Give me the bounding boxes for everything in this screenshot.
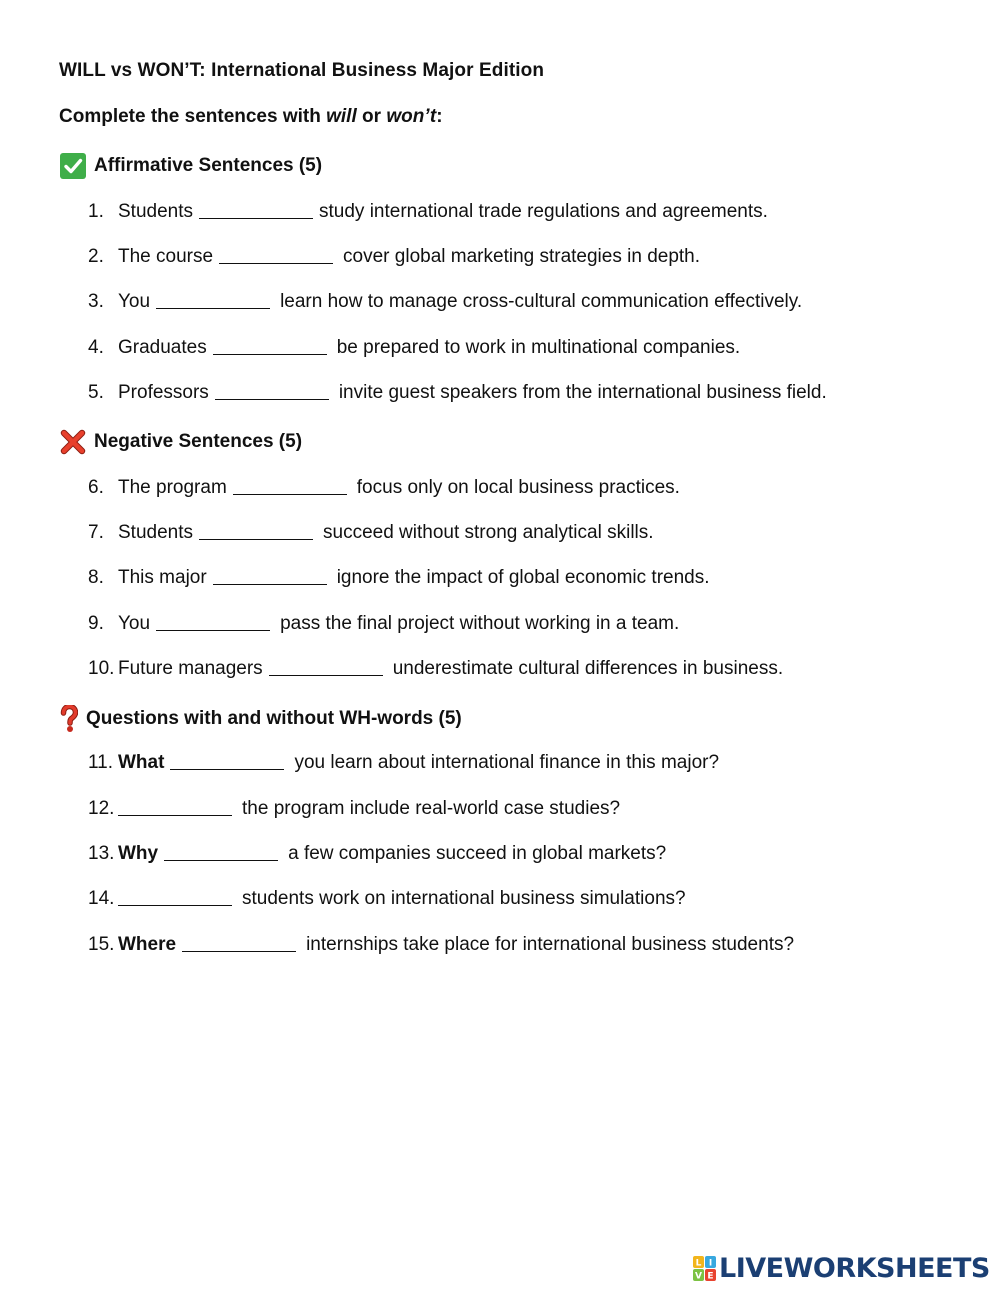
list-item (88, 201, 768, 223)
answer-blank[interactable] (233, 493, 347, 495)
item-rest: you learn about international finance in this major? (294, 752, 720, 773)
list-item (88, 613, 679, 635)
answer-blank[interactable] (213, 353, 327, 355)
item-subject: You (118, 613, 151, 634)
list-item (88, 752, 719, 774)
item-rest: students work on international business simulations? (242, 888, 686, 909)
list-item (88, 567, 710, 589)
item-rest: ignore the impact of global economic trends. (336, 567, 710, 588)
list-item (88, 246, 700, 268)
item-number: 6. (88, 477, 104, 498)
item-rest: succeed without strong analytical skills. (323, 522, 654, 543)
list-item (88, 843, 666, 865)
logo-text: LIVEWORKSHEETS (719, 1253, 990, 1284)
red-question-mark-icon (60, 705, 78, 733)
item-number: 14. (88, 888, 115, 909)
list-item (88, 934, 794, 956)
item-number: 11. (88, 752, 114, 773)
item-rest: underestimate cultural differences in business. (392, 658, 784, 679)
item-number: 13. (88, 843, 115, 864)
list-item (88, 522, 654, 544)
svg-text:E: E (707, 1271, 714, 1281)
list-item (88, 658, 783, 680)
item-number: 3. (88, 291, 104, 312)
section-heading-label: Negative Sentences (5) (94, 431, 303, 452)
item-rest: cover global marketing strategies in depth. (343, 246, 701, 267)
list-item (88, 337, 740, 359)
item-subject: The course (118, 246, 214, 267)
item-subject: This major (118, 567, 207, 588)
answer-blank[interactable] (215, 398, 329, 400)
item-rest: a few companies succeed in global markets? (288, 843, 667, 864)
item-subject: Students (118, 201, 193, 222)
item-number: 15. (88, 934, 115, 955)
item-subject: Graduates (118, 337, 207, 358)
answer-blank[interactable] (213, 583, 327, 585)
item-subject: Professors (118, 382, 209, 403)
item-number: 2. (88, 246, 104, 267)
list-item (88, 888, 686, 910)
item-rest: the program include real-world case studies? (242, 798, 621, 819)
answer-blank[interactable] (199, 217, 313, 219)
item-rest: be prepared to work in multinational companies. (336, 337, 741, 358)
item-number: 10. (88, 658, 115, 679)
item-number: 9. (88, 613, 104, 634)
instructions-middle: or (356, 106, 387, 127)
red-x-icon (60, 429, 86, 455)
item-rest: study international trade regulations and agreements. (319, 201, 768, 222)
section-heading-label: Questions with and without WH-words (5) (86, 708, 462, 729)
instructions (59, 106, 443, 128)
item-number: 4. (88, 337, 104, 358)
answer-blank[interactable] (219, 262, 333, 264)
answer-blank[interactable] (156, 307, 270, 309)
section-heading-questions (60, 705, 462, 733)
item-subject: Future managers (118, 658, 263, 679)
list-item (88, 382, 827, 404)
item-number: 7. (88, 522, 104, 543)
item-number: 8. (88, 567, 104, 588)
answer-blank[interactable] (118, 814, 232, 816)
svg-text:I: I (708, 1258, 713, 1268)
answer-blank[interactable] (269, 674, 383, 676)
item-rest: internships take place for international business students? (306, 934, 795, 955)
list-item (88, 798, 620, 820)
wh-word: What (118, 752, 165, 773)
worksheet-title: WILL vs WON’T: International Business Major Edition (59, 60, 545, 81)
answer-blank[interactable] (199, 538, 313, 540)
answer-blank[interactable] (182, 950, 296, 952)
svg-text:L: L (695, 1258, 702, 1268)
item-number: 1. (88, 201, 104, 222)
instructions-word-will: will (326, 106, 357, 127)
item-subject: You (118, 291, 151, 312)
answer-blank[interactable] (164, 859, 278, 861)
wh-word: Where (118, 934, 177, 955)
svg-text:V: V (695, 1271, 702, 1281)
section-heading-label: Affirmative Sentences (5) (94, 155, 323, 176)
item-rest: pass the final project without working in a team. (280, 613, 680, 634)
instructions-suffix: : (436, 106, 443, 127)
green-check-icon (60, 153, 86, 179)
list-item (88, 291, 802, 313)
answer-blank[interactable] (156, 629, 270, 631)
wh-word: Why (118, 843, 159, 864)
item-subject: The program (118, 477, 227, 498)
item-number: 12. (88, 798, 115, 819)
answer-blank[interactable] (170, 768, 284, 770)
liveworksheets-mark-icon (693, 1256, 717, 1282)
answer-blank[interactable] (118, 904, 232, 906)
item-rest: learn how to manage cross-cultural communication effectively. (280, 291, 803, 312)
list-item (88, 477, 680, 499)
item-subject: Students (118, 522, 193, 543)
item-rest: focus only on local business practices. (356, 477, 680, 498)
liveworksheets-logo (693, 1253, 990, 1284)
instructions-word-wont: won’t (386, 106, 437, 127)
item-number: 5. (88, 382, 104, 403)
section-heading-affirmative (60, 153, 322, 179)
item-rest: invite guest speakers from the international business field. (338, 382, 827, 403)
section-heading-negative (60, 429, 302, 455)
instructions-prefix: Complete the sentences with (59, 106, 327, 127)
